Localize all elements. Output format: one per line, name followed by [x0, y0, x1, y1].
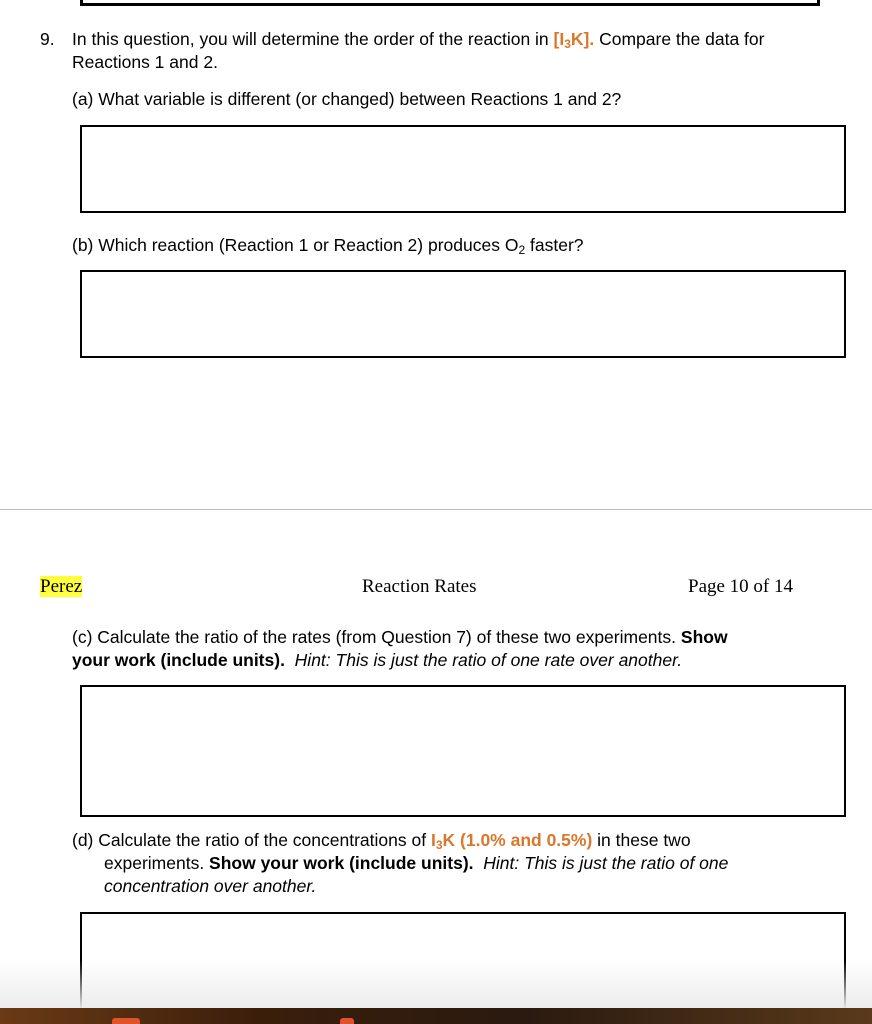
dock-app-icon[interactable] [112, 1018, 140, 1024]
question-number: 9. [40, 29, 55, 49]
question-9-text: In this question, you will determine the order of the reaction in [72, 29, 554, 49]
part-a-answer-box[interactable] [80, 125, 846, 213]
question-9-text-line2: Reactions 1 and 2. [72, 52, 218, 72]
part-b-prompt: (b) Which reaction (Reaction 1 or Reaction 2) produces $O_2$ faster? [72, 235, 584, 257]
part-c-prompt: (c) Calculate the ratio of the rates (from Question 7) of these two experiments. Show your work (include units). Hint: This is just the ratio of one rate over another. [72, 627, 728, 670]
page-header-page-number: Page 10 of 14 [688, 576, 794, 597]
part-b-answer-box[interactable] [80, 270, 846, 358]
page-header-title: Reaction Rates [362, 576, 477, 597]
dock-bar [0, 1008, 872, 1024]
page-divider [0, 509, 872, 510]
part-d-prompt-continued: experiments. Show your work (include units). Hint: This is just the ratio of one concentration over another. [104, 853, 729, 896]
question-9-text-after: Compare the data for [594, 29, 765, 49]
species-i3k: $[I_3K]$. [553, 29, 595, 51]
part-d-prompt: (d) Calculate the ratio of the concentrations of $I_3K$ (1.0% and 0.5%) in these two [72, 830, 691, 852]
previous-answer-box-bottom[interactable] [80, 0, 820, 6]
dock-app-icon[interactable] [340, 1018, 354, 1024]
part-a-prompt: (a) What variable is different (or changed) between Reactions 1 and 2? [72, 89, 622, 109]
question-9-intro [72, 28, 862, 74]
part-c-answer-box[interactable] [80, 685, 846, 817]
page-header-author: Perez [40, 576, 83, 597]
scroll-fade [0, 960, 872, 1010]
